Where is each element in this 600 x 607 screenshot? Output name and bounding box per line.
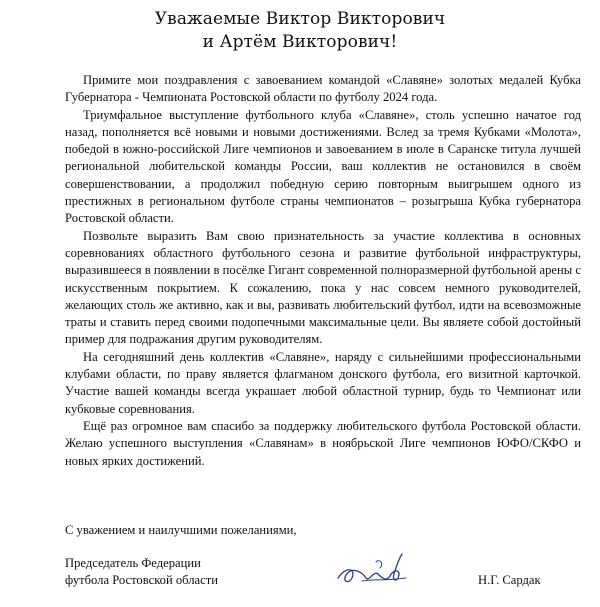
signatory-title-line-2: футбола Ростовской области	[65, 573, 218, 588]
letter-body	[65, 72, 581, 470]
paragraph-wishes: Ещё раз огромное вам спасибо за поддержку любительского футбола Ростовской области. Желаю успешного выступления «Славянам» в ноябрьской Лиге чемпионов ЮФО/СКФО и новых ярких достижений.	[65, 418, 581, 468]
signatory-title-line-1: Председатель Федерации	[65, 556, 201, 570]
signer-name: Н.Г. Сардак	[478, 573, 541, 587]
paragraph-achievements: Триумфальное выступление футбольного клуба «Славяне», столь успешно начатое год назад, пополняется всё новыми и новыми достижениями. Вслед за тремя Кубками «Молота», победой в южно-российской Лиге чемпионов и завоеванием в июле в Саранске титула лучшей региональной любительской команды России, ваш коллектив не остановился в своём совершенствовании, а продолжил победную серию повторным выигрышем одного из престижных в региональном футболе страны чемпионатов – розыгрыша Кубка губернатора Ростовской области.	[65, 107, 581, 226]
signatory-title	[65, 555, 218, 590]
handwritten-signature	[332, 548, 412, 588]
closing-line: С уважением и наилучшими пожеланиями,	[65, 523, 297, 537]
salutation-line-2: и Артём Викторович!	[202, 32, 398, 52]
salutation	[0, 8, 600, 54]
salutation-line-1: Уважаемые Виктор Викторович	[154, 9, 446, 29]
paragraph-congratulations: Примите мои поздравления с завоеванием командой «Славяне» золотых медалей Кубка Губернатора - Чемпионата Ростовской области по футболу 2024 года.	[65, 73, 581, 105]
paragraph-gratitude: Позвольте выразить Вам свою признательность за участие коллектива в основных соревнованиях областного футбольного сезона и развитие футбольной инфраструктуры, выразившееся в появлении в посёлке Гигант современной полноразмерной футбольной арены с искусственным покрытием. К сожалению, пока у нас совсем немного руководителей, желающих столь же активно, как и вы, развивать любительский футбол, идти на всевозможные траты и ставить перед своими подопечными максимальные цели. Вы являете собой достойный пример для подражания другим руководителям.	[65, 228, 581, 347]
paragraph-flagship: На сегодняшний день коллектив «Славяне», наряду с сильнейшими профессиональными клубами области, по праву является флагманом донского футбола, его визитной карточкой. Участие вашей команды всегда украшает любой областной турнир, будь то Чемпионат или кубковые соревнования.	[65, 349, 581, 416]
